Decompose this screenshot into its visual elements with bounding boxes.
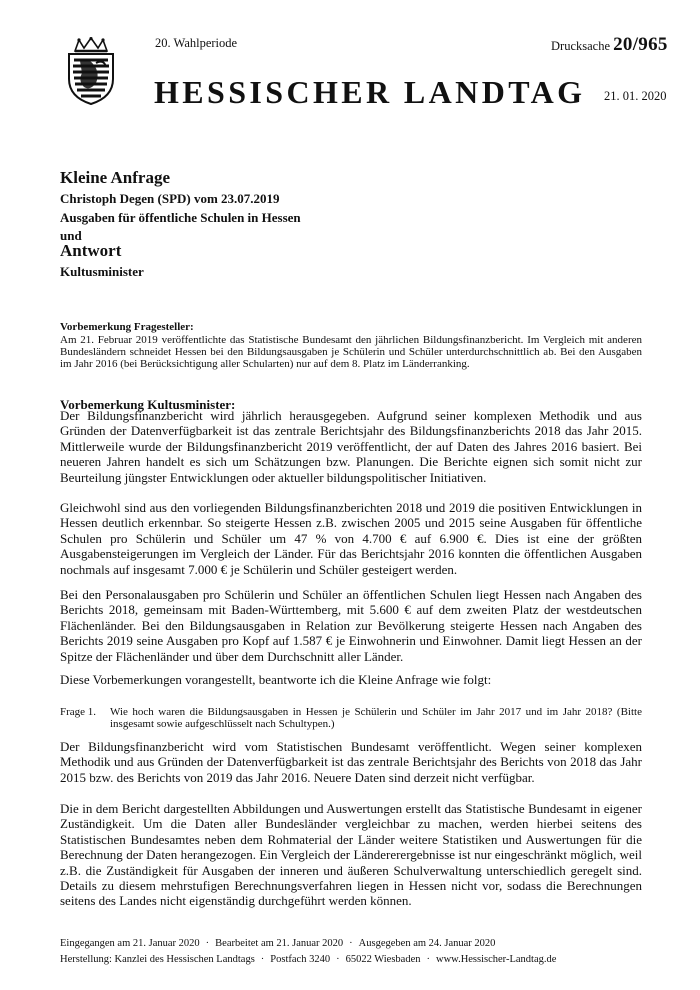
footer-separator: · (349, 938, 353, 949)
antwort-paragraph: Der Bildungsfinanzbericht wird vom Statistischen Bundesamt veröffentlicht. Wegen seiner komplexen Methodik und aus Gründen der Datenverfügbarkeit ist das zentrale Berichtsjahr des Berichts von 2018 das Jahr 2015 bzw. des Berichts von 2019 das Jahr 2016. Neuere Daten sind derzeit nicht verfügbar. (60, 739, 642, 785)
und-line: und (60, 228, 82, 243)
antwort-paragraph: Die in dem Bericht dargestellten Abbildungen und Auswertungen erstellt das Statistische Bundesamt in eigener Zuständigkeit. Um die Daten aller Bundesländer vergleichbar zu machen, werden hierbei seitens des Statistischen Bundesamtes neben dem Rohmaterial der Länder weitere Statistiken und Auswertungen für die Berechnung der Daten herangezogen. Ein Vergleich der Ländererergebnisse ist nur eingeschränkt möglich, weil z.B. die Zuständigkeit für Ausgaben der inneren und äußeren Schulverwaltung unterschiedlich geregelt sind. Details zu diesem mehrstufigen Berechnungsverfahren liegen in Hessen nicht vor, sodass die Berechnungen seitens des Landes nicht eigenständig durchgeführt werden können. (60, 801, 642, 909)
frage-label: Frage 1. (60, 706, 97, 718)
responder-line: Kultusminister (60, 264, 144, 279)
footer-separator: · (260, 954, 265, 965)
vorbemerkung-paragraph: Der Bildungsfinanzbericht wird jährlich herausgegeben. Aufgrund seiner komplexen Methodik und aus Gründen der Datenverfügbarkeit ist das zentrale Berichtsjahr des Bildungsfinanzberichts 2018 das Jahr 2015. Mittlerweile wurde der Bildungsfinanzbericht 2019 veröffentlicht, der auf Daten des Jahres 2016 basiert. Bei neueren Jahren handelt es sich um Schätzungen bzw. Planungen. Die Berichte eignen sich somit nicht zur Beurteilung jüngster Entwicklungen oder aktueller bildungspolitischer Initiativen. (60, 408, 642, 485)
footer-dates (60, 938, 495, 949)
footer-ausgegeben: Ausgegeben am 24. Januar 2020 (358, 938, 496, 949)
footer-ort: 65022 Wiesbaden (345, 954, 421, 965)
vorbemerkung-paragraph: Diese Vorbemerkungen vorangestellt, beantworte ich die Kleine Anfrage wie folgt: (60, 672, 492, 687)
drucksache-label: Drucksache (551, 39, 610, 53)
footer-imprint (60, 954, 556, 965)
subject-line: Ausgaben für öffentliche Schulen in Hessen (60, 210, 301, 225)
vorbemerkung-paragraph: Bei den Personalausgaben pro Schülerin und Schüler an öffentlichen Schulen liegt Hessen nach Angaben des Berichts 2018, gemeinsam mit Baden-Württemberg, mit 5.600 € auf dem zweiten Platz der westdeutschen Flächenländer. Bei den Bildungsausgaben in Relation zur Bevölkerung steigerte Hessen nach Angaben des Berichts 2019 seine Ausgaben pro Kopf auf 1.587 € je Einwohnerin und Einwohner. Damit liegt Hessen an der Spitze der Flächenländer und über dem Durchschnitt aller Länder. (60, 587, 642, 664)
document-type: Kleine Anfrage (60, 168, 171, 187)
antwort-heading: Antwort (60, 241, 122, 260)
vorbemerkung-kultusminister-heading: Vorbemerkung Kultusminister: (60, 397, 236, 412)
footer-postfach: Postfach 3240 (270, 954, 331, 965)
footer-separator: · (205, 938, 210, 949)
document-date: 21. 01. 2020 (604, 89, 667, 103)
vorbemerkung-fragesteller-text: Am 21. Februar 2019 veröffentlichte das Statistische Bundesamt den jährlichen Bildungsfinanzbericht. Im Vergleich mit anderen Bundesländern schneidet Hessen bei den Bildungsausgaben je Schülerin und Schüler unterdurchschnittlich ab. Bei den Ausgaben im Jahr 2016 (bei Berücksichtigung aller Schularten) nur auf dem 8. Platz im Länderranking. (60, 334, 642, 371)
author-line: Christoph Degen (SPD) vom 23.07.2019 (60, 191, 280, 206)
vorbemerkung-paragraph: Gleichwohl sind aus den vorliegenden Bildungsfinanzberichten 2018 und 2019 die positiven Entwicklungen in Hessen deutlich erkennbar. So steigerte Hessen z.B. zwischen 2005 und 2015 seine Ausgaben für öffentliche Schulen pro Schülerin und Schüler um 47 % von 4.700 € auf 6.900 €. Dies ist eine der größten Ausgabensteigerungen im Vergleich der Länder. Für das Berichtsjahr 2016 konnten die öffentlichen Ausgaben nochmals auf insgesamt 7.000 € je Schülerin und Schüler gesteigert werden. (60, 500, 642, 577)
frage-text: Wie hoch waren die Bildungsausgaben in Hessen je Schülerin und Schüler im Jahr 2017 und im Jahr 2018? (Bitte insgesamt sowie aufgeschlüsselt nach Schultypen.) (110, 706, 642, 731)
footer-eingegangen: Eingegangen am 21. Januar 2020 (60, 938, 200, 949)
footer-herstellung: Herstellung: Kanzlei des Hessischen Landtags (60, 954, 255, 965)
footer-bearbeitet: Bearbeitet am 21. Januar 2020 (215, 938, 344, 949)
footer-website-link[interactable]: www.Hessischer-Landtag.de (436, 954, 557, 965)
hessen-coat-of-arms-icon (60, 37, 122, 105)
drucksache-value: 20/965 (613, 34, 668, 55)
page-title: HESSISCHER LANDTAG (154, 74, 586, 110)
drucksache-number (551, 34, 668, 56)
vorbemerkung-fragesteller-heading: Vorbemerkung Fragesteller: (60, 321, 194, 333)
wahlperiode-label: 20. Wahlperiode (155, 36, 238, 50)
footer-separator: · (336, 954, 340, 965)
footer-separator: · (426, 954, 430, 965)
